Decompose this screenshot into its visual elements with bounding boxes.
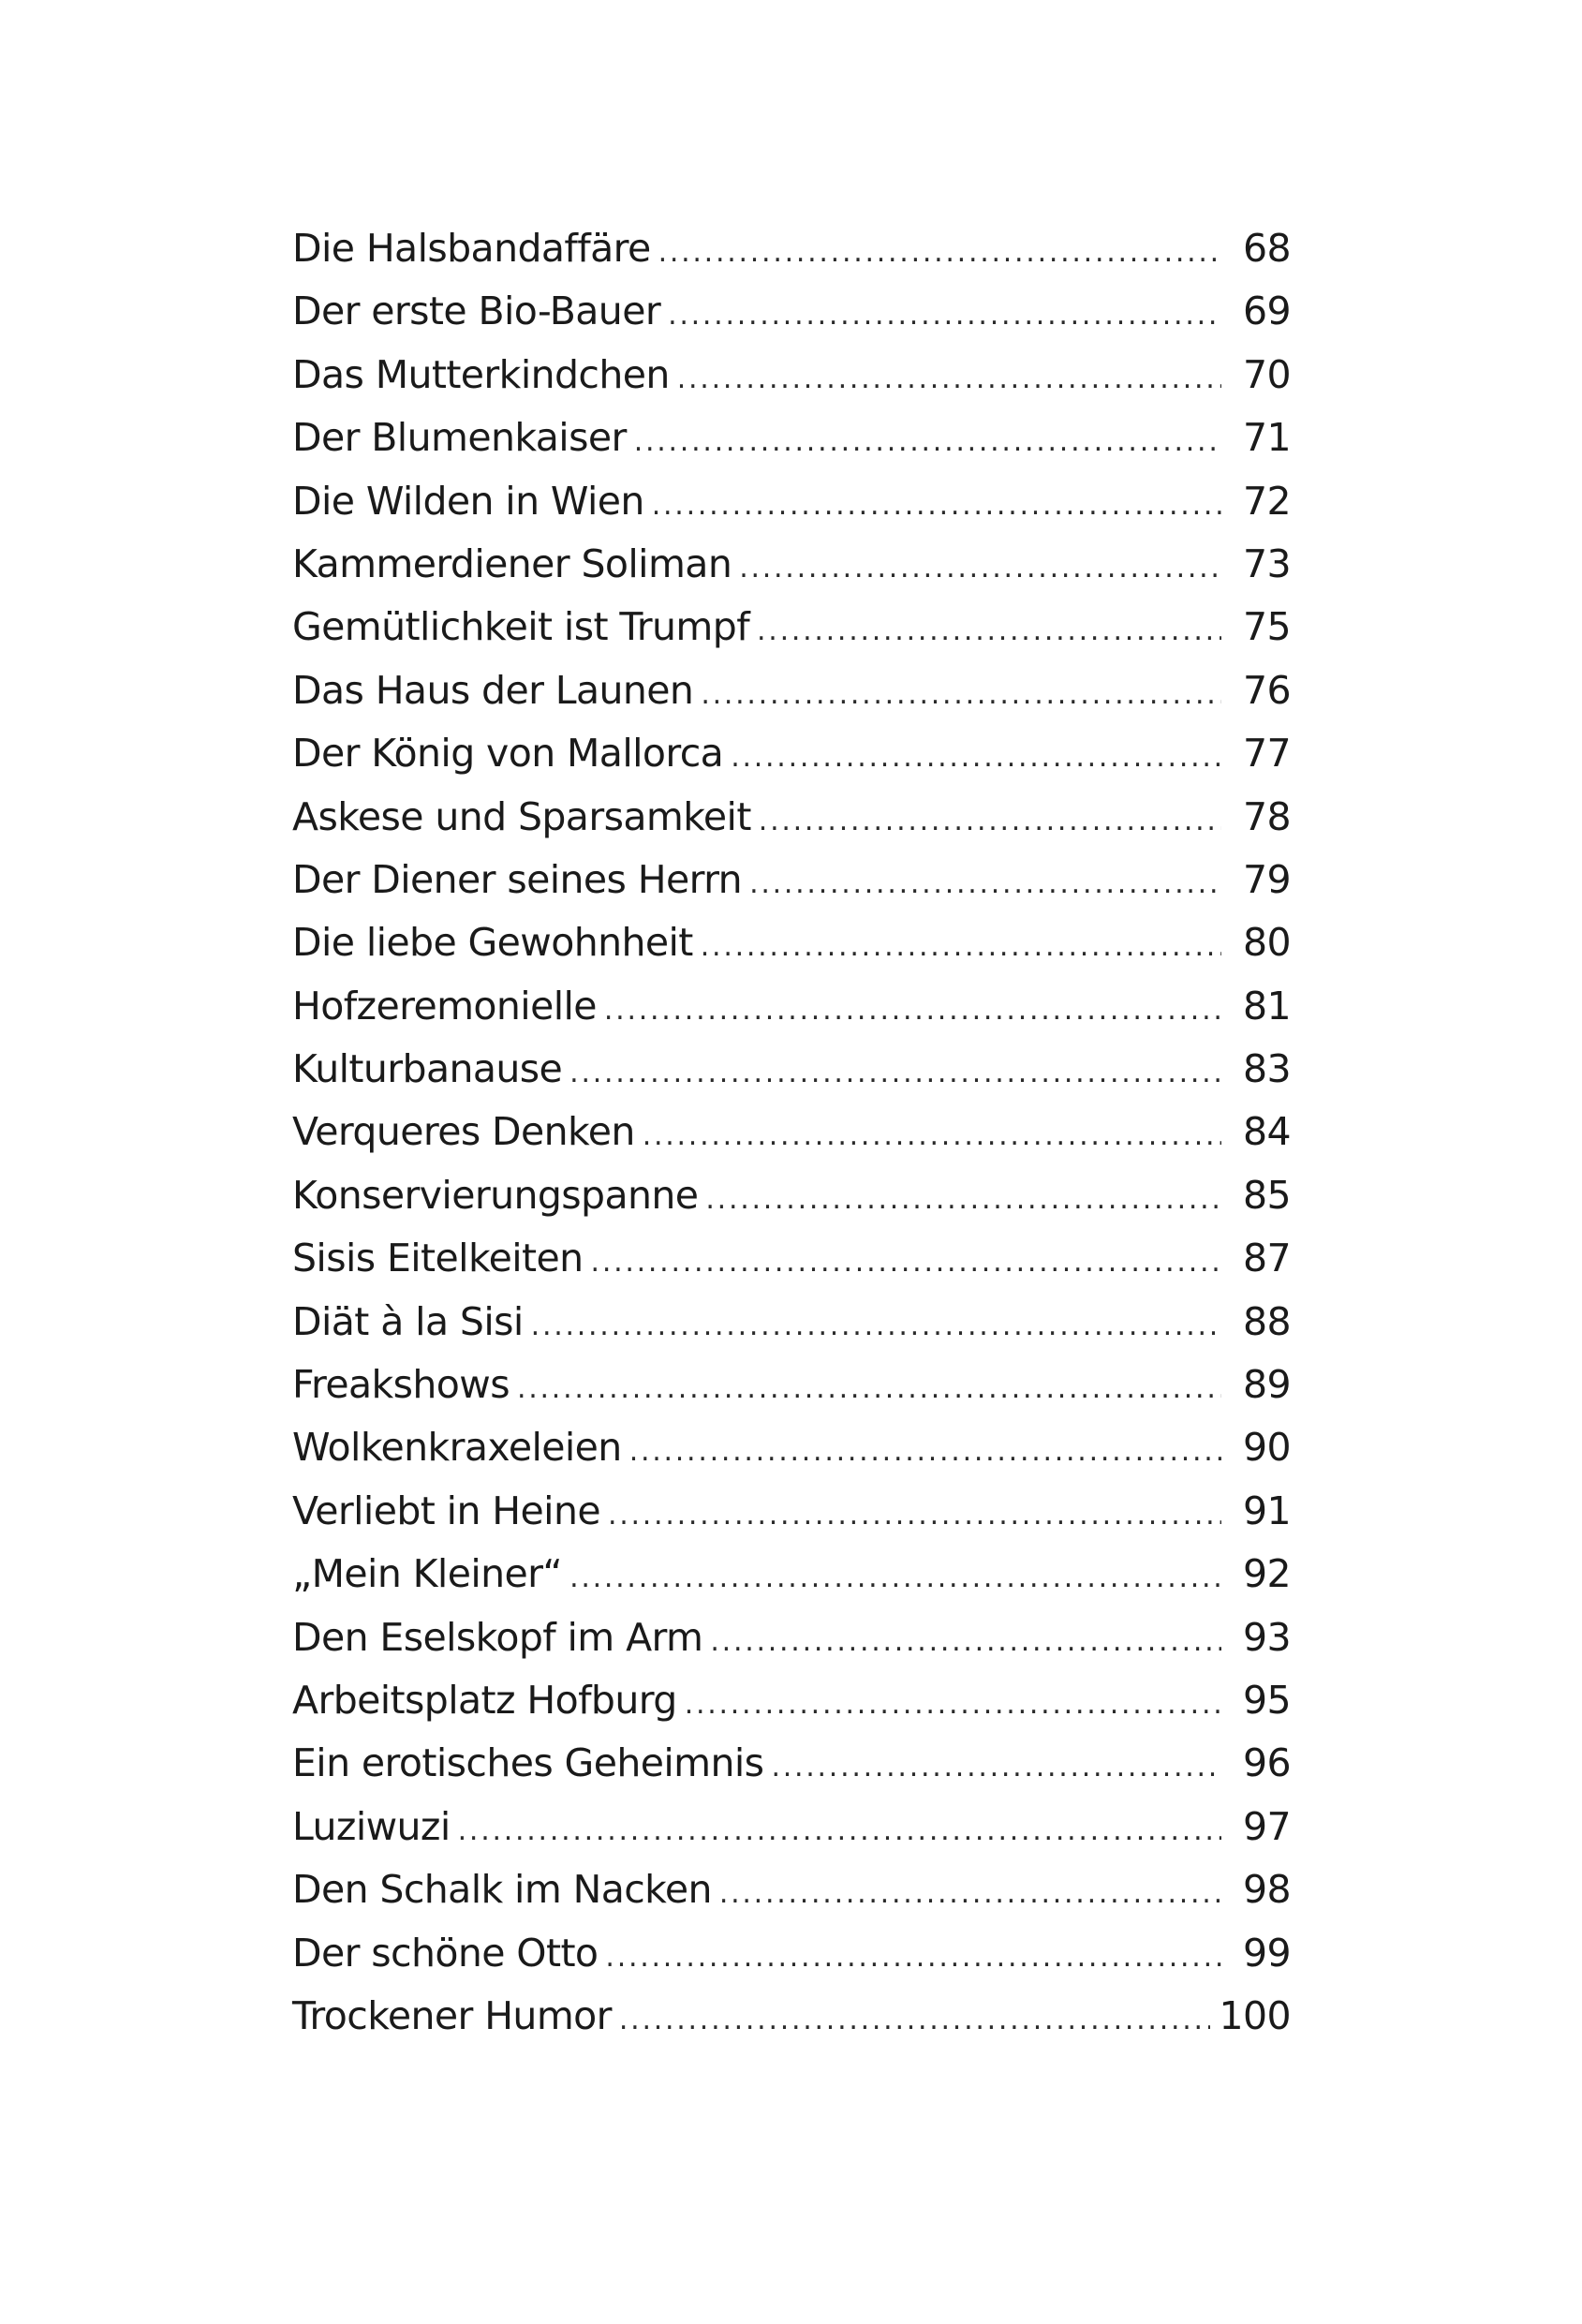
toc-entry-page: 72 [1243, 478, 1291, 524]
toc-dot-leader [668, 280, 1221, 347]
toc-entry[interactable] [292, 1606, 1291, 1669]
toc-entry-page: 97 [1243, 1803, 1291, 1849]
toc-entry[interactable] [292, 1354, 1291, 1416]
toc-entry[interactable] [292, 596, 1291, 659]
toc-entry-title: Trockener Humor [292, 1992, 612, 2038]
toc-entry[interactable] [292, 1858, 1291, 1921]
toc-entry[interactable] [292, 1985, 1291, 2048]
toc-entry[interactable] [292, 1732, 1291, 1795]
toc-entry[interactable] [292, 849, 1291, 911]
toc-dot-leader [759, 786, 1221, 852]
toc-dot-leader [771, 1732, 1221, 1799]
toc-entry-page: 70 [1243, 351, 1291, 397]
toc-entry[interactable] [292, 407, 1291, 469]
toc-dot-leader [701, 659, 1221, 726]
toc-entry-title: Der Diener seines Herrn [292, 856, 743, 902]
toc-entry[interactable] [292, 1480, 1291, 1543]
toc-entry-page: 78 [1243, 793, 1291, 839]
toc-entry-title: Der Blumenkaiser [292, 415, 627, 461]
toc-entry[interactable] [292, 1164, 1291, 1227]
toc-entry-title: Der schöne Otto [292, 1930, 599, 1976]
toc-entry-page: 85 [1243, 1172, 1291, 1218]
toc-entry[interactable] [292, 975, 1291, 1038]
toc-dot-leader [705, 1164, 1221, 1231]
toc-entry-title: Askese und Sparsamkeit [292, 793, 751, 839]
toc-entry-title: Kammerdiener Soliman [292, 540, 732, 586]
toc-dot-leader [531, 1291, 1221, 1357]
toc-entry[interactable] [292, 1669, 1291, 1732]
toc-entry-page: 77 [1243, 731, 1291, 777]
toc-dot-leader [739, 533, 1221, 600]
toc-entry-page: 73 [1243, 540, 1291, 586]
toc-entry-title: Freakshows [292, 1362, 510, 1408]
toc-entry[interactable] [292, 786, 1291, 849]
toc-entry[interactable] [292, 1291, 1291, 1354]
toc-entry[interactable] [292, 533, 1291, 596]
toc-dot-leader [634, 407, 1221, 473]
toc-dot-leader [517, 1354, 1221, 1420]
toc-dot-leader [629, 1416, 1221, 1483]
toc-entry-page: 100 [1219, 1992, 1291, 2038]
toc-entry-page: 79 [1243, 856, 1291, 902]
toc-entry-page: 95 [1243, 1677, 1291, 1723]
toc-dot-leader [569, 1543, 1221, 1609]
toc-entry-page: 98 [1243, 1867, 1291, 1913]
toc-dot-leader [604, 975, 1221, 1042]
toc-entry-title: Die liebe Gewohnheit [292, 920, 693, 966]
toc-dot-leader [757, 596, 1221, 662]
toc-entry-page: 75 [1243, 604, 1291, 650]
toc-dot-leader [608, 1480, 1221, 1547]
toc-entry-title: Verqueres Denken [292, 1109, 635, 1155]
toc-entry-page: 89 [1243, 1362, 1291, 1408]
toc-entry-page: 84 [1243, 1109, 1291, 1155]
toc-entry-page: 96 [1243, 1740, 1291, 1786]
toc-entry[interactable] [292, 1796, 1291, 1858]
toc-dot-leader [652, 470, 1221, 537]
toc-entry[interactable] [292, 1543, 1291, 1606]
toc-entry-page: 69 [1243, 289, 1291, 334]
toc-entry-title: Gemütlichkeit ist Trumpf [292, 604, 750, 650]
toc-entry[interactable] [292, 217, 1291, 280]
toc-dot-leader [605, 1922, 1221, 1989]
toc-entry[interactable] [292, 722, 1291, 785]
toc-entry[interactable] [292, 344, 1291, 407]
toc-entry-page: 68 [1243, 226, 1291, 271]
toc-dot-leader [749, 849, 1221, 915]
toc-entry[interactable] [292, 1038, 1291, 1101]
toc-entry-page: 90 [1243, 1425, 1291, 1471]
toc-dot-leader [731, 722, 1221, 789]
toc-entry-page: 91 [1243, 1488, 1291, 1533]
toc-dot-leader [569, 1038, 1221, 1104]
toc-entry-page: 93 [1243, 1614, 1291, 1660]
toc-entry-title: Den Eselskopf im Arm [292, 1614, 703, 1660]
toc-entry-title: Kulturbanause [292, 1046, 563, 1092]
toc-entry-title: Der König von Mallorca [292, 731, 724, 777]
toc-entry-title: Das Mutterkindchen [292, 351, 670, 397]
toc-entry[interactable] [292, 280, 1291, 343]
toc-dot-leader [677, 344, 1221, 410]
toc-entry-page: 99 [1243, 1930, 1291, 1976]
toc-entry-title: Ein erotisches Geheimnis [292, 1740, 764, 1786]
toc-dot-leader [619, 1985, 1210, 2051]
toc-entry-title: Hofzeremonielle [292, 983, 597, 1029]
toc-entry-title: Die Wilden in Wien [292, 478, 644, 524]
toc-entry-page: 83 [1243, 1046, 1291, 1092]
toc-entry-title: „Mein Kleiner“ [292, 1551, 563, 1597]
toc-entry-title: Luziwuzi [292, 1803, 451, 1849]
toc-entry-title: Wolkenkraxeleien [292, 1425, 622, 1471]
toc-entry[interactable] [292, 1416, 1291, 1479]
toc-dot-leader [719, 1858, 1221, 1925]
toc-entry[interactable] [292, 1227, 1291, 1290]
toc-entry[interactable] [292, 659, 1291, 722]
toc-entry-title: Diät à la Sisi [292, 1298, 524, 1344]
toc-dot-leader [643, 1101, 1221, 1167]
toc-entry-title: Das Haus der Launen [292, 667, 694, 713]
toc-entry[interactable] [292, 1101, 1291, 1163]
toc-dot-leader [658, 217, 1221, 284]
toc-entry-page: 88 [1243, 1298, 1291, 1344]
toc-entry-page: 76 [1243, 667, 1291, 713]
table-of-contents [292, 217, 1291, 2048]
toc-dot-leader [458, 1796, 1221, 1862]
toc-entry-title: Verliebt in Heine [292, 1488, 600, 1533]
toc-entry-page: 71 [1243, 415, 1291, 461]
toc-dot-leader [710, 1606, 1221, 1673]
toc-dot-leader [685, 1669, 1221, 1736]
toc-entry-title: Arbeitsplatz Hofburg [292, 1677, 677, 1723]
toc-entry[interactable] [292, 911, 1291, 974]
toc-entry-title: Konservierungspanne [292, 1172, 699, 1218]
toc-entry-page: 87 [1243, 1236, 1291, 1281]
toc-entry-page: 92 [1243, 1551, 1291, 1597]
toc-entry-title: Den Schalk im Nacken [292, 1867, 712, 1913]
toc-entry-page: 81 [1243, 983, 1291, 1029]
toc-entry-title: Sisis Eitelkeiten [292, 1236, 584, 1281]
toc-dot-leader [591, 1227, 1221, 1294]
toc-dot-leader [701, 911, 1221, 978]
toc-entry[interactable] [292, 470, 1291, 533]
toc-entry-title: Die Halsbandaffäre [292, 226, 651, 271]
toc-entry-page: 80 [1243, 920, 1291, 966]
toc-entry-title: Der erste Bio-Bauer [292, 289, 661, 334]
toc-entry[interactable] [292, 1922, 1291, 1985]
